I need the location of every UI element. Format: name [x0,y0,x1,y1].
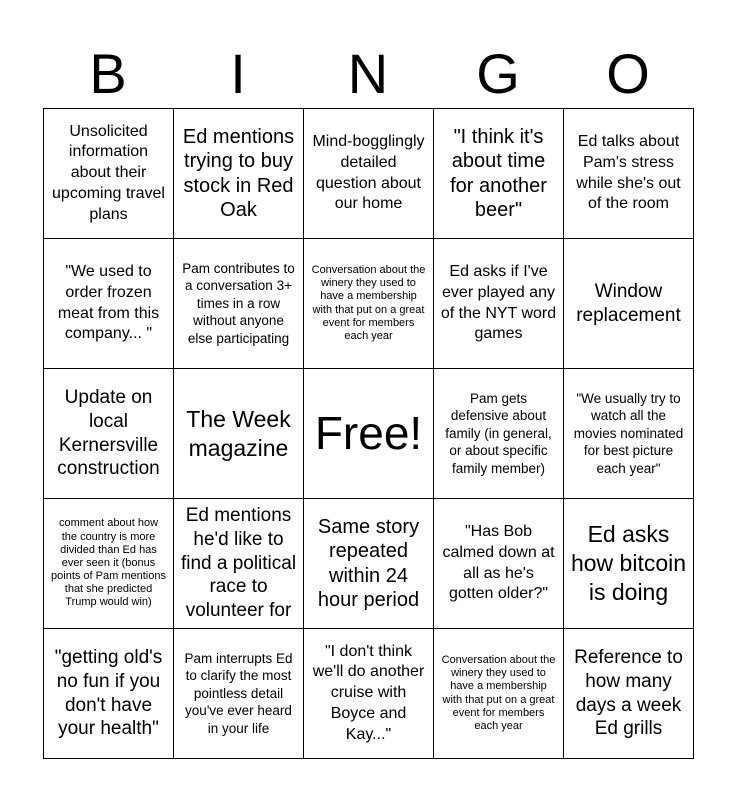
bingo-cell-o1[interactable]: Ed talks about Pam's stress while she's out of the room [564,109,694,239]
bingo-cell-g1[interactable]: "I think it's about time for another beer" [434,109,564,239]
bingo-cell-i1[interactable]: Ed mentions trying to buy stock in Red Oak [174,109,304,239]
header-letter-b: B [89,42,127,105]
bingo-cell-i3[interactable]: The Week magazine [174,369,304,499]
bingo-board [43,108,694,759]
bingo-cell-i5[interactable]: Pam interrupts Ed to clarify the most pointless detail you've ever heard in your life [174,629,304,759]
board-row [44,109,694,239]
bingo-cell-i2[interactable]: Pam contributes to a conversation 3+ times in a row without anyone else participating [174,239,304,369]
bingo-cell-b3[interactable]: Update on local Kernersville construction [44,369,174,499]
board-row [44,369,694,499]
bingo-cell-o5[interactable]: Reference to how many days a week Ed grills [564,629,694,759]
header-letter-n: N [347,42,389,105]
bingo-cell-g5[interactable]: Conversation about the winery they used to have a membership with that put on a great event for members each year [434,629,564,759]
header-letter-g: G [476,42,520,105]
board-row [44,239,694,369]
board-row [44,629,694,759]
bingo-cell-b4[interactable]: comment about how the country is more divided than Ed has ever seen it (bonus points of Pam mentions that she predicted Trump would win) [44,499,174,629]
bingo-cell-b2[interactable]: "We used to order frozen meat from this company... " [44,239,174,369]
bingo-cell-b5[interactable]: "getting old's no fun if you don't have your health" [44,629,174,759]
bingo-cell-g3[interactable]: Pam gets defensive about family (in general, or about specific family member) [434,369,564,499]
header-letter-o: O [606,42,650,105]
bingo-cell-n2[interactable]: Conversation about the winery they used to have a membership with that put on a great event for members each year [304,239,434,369]
header-letter-i: I [230,42,246,105]
bingo-cell-b1[interactable]: Unsolicited information about their upcoming travel plans [44,109,174,239]
bingo-cell-free[interactable]: Free! [304,369,434,499]
bingo-cell-i4[interactable]: Ed mentions he'd like to find a political race to volunteer for [174,499,304,629]
bingo-cell-g4[interactable]: "Has Bob calmed down at all as he's gotten older?" [434,499,564,629]
bingo-cell-n1[interactable]: Mind-bogglingly detailed question about our home [304,109,434,239]
bingo-cell-o3[interactable]: "We usually try to watch all the movies nominated for best picture each year" [564,369,694,499]
board-row [44,499,694,629]
bingo-header [43,40,693,108]
bingo-cell-o2[interactable]: Window replacement [564,239,694,369]
bingo-cell-g2[interactable]: Ed asks if I've ever played any of the NYT word games [434,239,564,369]
bingo-cell-n4[interactable]: Same story repeated within 24 hour period [304,499,434,629]
bingo-cell-n5[interactable]: "I don't think we'll do another cruise with Boyce and Kay..." [304,629,434,759]
bingo-cell-o4[interactable]: Ed asks how bitcoin is doing [564,499,694,629]
